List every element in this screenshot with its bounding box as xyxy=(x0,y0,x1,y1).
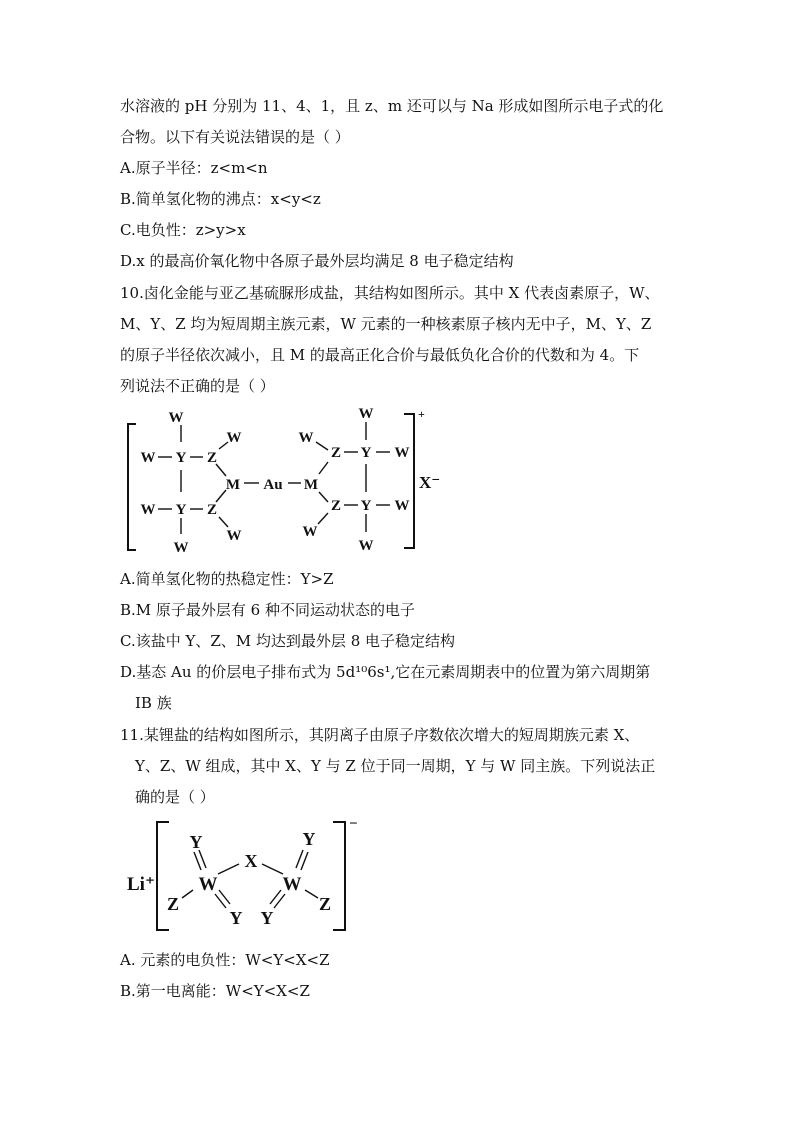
q10-option-d: D.基态 Au 的价层电子排布式为 5d¹⁰6s¹,它在元素周期表中的位置为第六周期第 xyxy=(120,663,651,681)
q10-atom-w: W xyxy=(394,498,410,514)
q11-atom-x: X xyxy=(244,851,258,871)
q9-option-d: D.x 的最高价氧化物中各原子最外层均满足 8 电子稳定结构 xyxy=(120,252,514,270)
q10-atom-w: W xyxy=(298,430,314,446)
q11-atom-w: W xyxy=(198,874,218,895)
q11-charge-minus: − xyxy=(349,816,358,832)
q10-structure-figure xyxy=(120,400,460,560)
q11-atom-w: W xyxy=(282,874,302,895)
q10-atom-z: Z xyxy=(206,450,218,466)
q9-option-c: C.电负性：z>y>x xyxy=(120,221,246,239)
q10-atom-au: Au xyxy=(263,477,283,493)
q10-option-a: A.简单氢化物的热稳定性：Y>Z xyxy=(120,570,334,588)
q11-atom-y: Y xyxy=(229,908,243,928)
q10-atom-w: W xyxy=(140,450,156,466)
q9-intro-line-1: 水溶液的 pH 分别为 11、4、1，且 z、m 还可以与 Na 形成如图所示电子式的化 xyxy=(120,97,664,115)
q10-atom-m: M xyxy=(303,477,319,493)
q11-structure-figure xyxy=(125,812,365,942)
q10-atom-w: W xyxy=(302,524,318,540)
q10-atom-w: W xyxy=(173,540,189,556)
q11-atom-z: Z xyxy=(166,894,180,914)
q10-atom-z: Z xyxy=(330,498,342,514)
q10-atom-z: Z xyxy=(206,502,218,518)
q10-atom-w: W xyxy=(358,538,374,554)
q10-stem-line-2: M、Y、Z 均为短周期主族元素，W 元素的一种核素原子核内无中子，M、Y、Z xyxy=(120,315,652,333)
q10-atom-y: Y xyxy=(360,445,372,461)
q9-option-a: A.原子半径：z<m<n xyxy=(120,159,268,177)
q10-option-d-continued: IB 族 xyxy=(135,694,172,712)
q10-atom-w: W xyxy=(168,410,184,426)
q11-atom-y: Y xyxy=(302,829,316,849)
q11-atom-y: Y xyxy=(189,832,203,852)
q10-atom-z: Z xyxy=(330,445,342,461)
q10-atom-m: M xyxy=(225,477,241,493)
q9-intro-line-2: 合物。以下有关说法错误的是（ ） xyxy=(120,128,350,146)
q10-atom-y: Y xyxy=(360,498,372,514)
q10-atom-w: W xyxy=(394,445,410,461)
q10-option-c: C.该盐中 Y、Z、M 均达到最外层 8 电子稳定结构 xyxy=(120,632,456,650)
q11-stem-line-2: Y、Z、W 组成，其中 X、Y 与 Z 位于同一周期，Y 与 W 同主族。下列说法正 xyxy=(135,757,656,775)
q10-stem-line-3: 的原子半径依次减小，且 M 的最高正化合价与最低负化合价的代数和为 4。下 xyxy=(120,346,640,364)
q10-atom-w: W xyxy=(140,502,156,518)
q11-option-a: A. 元素的电负性：W<Y<X<Z xyxy=(120,951,330,969)
q10-charge-plus: + xyxy=(418,407,425,421)
q10-atom-w: W xyxy=(226,430,242,446)
q11-atom-z: Z xyxy=(318,894,332,914)
q10-atom-w: W xyxy=(358,406,374,422)
q10-stem-line-1: 10.卤化金能与亚乙基硫脲形成盐，其结构如图所示。其中 X 代表卤素原子，W、 xyxy=(120,284,660,302)
q11-atom-y: Y xyxy=(260,908,274,928)
q10-atom-w: W xyxy=(226,528,242,544)
q11-option-b: B.第一电离能：W<Y<X<Z xyxy=(120,982,310,1000)
q11-cation-li: Li⁺ xyxy=(127,874,155,895)
q11-stem-line-3: 确的是（ ） xyxy=(135,788,215,806)
q9-option-b: B.简单氢化物的沸点：x<y<z xyxy=(120,190,321,208)
q11-stem-line-1: 11.某锂盐的结构如图所示，其阴离子由原子序数依次增大的短周期族元素 X、 xyxy=(120,726,640,744)
q10-atom-y: Y xyxy=(175,450,187,466)
q10-option-b: B.M 原子最外层有 6 种不同运动状态的电子 xyxy=(120,601,415,619)
q10-atom-y: Y xyxy=(175,502,187,518)
q10-counter-ion: X⁻ xyxy=(419,473,441,492)
q10-stem-line-4: 列说法不正确的是（ ） xyxy=(120,377,275,395)
